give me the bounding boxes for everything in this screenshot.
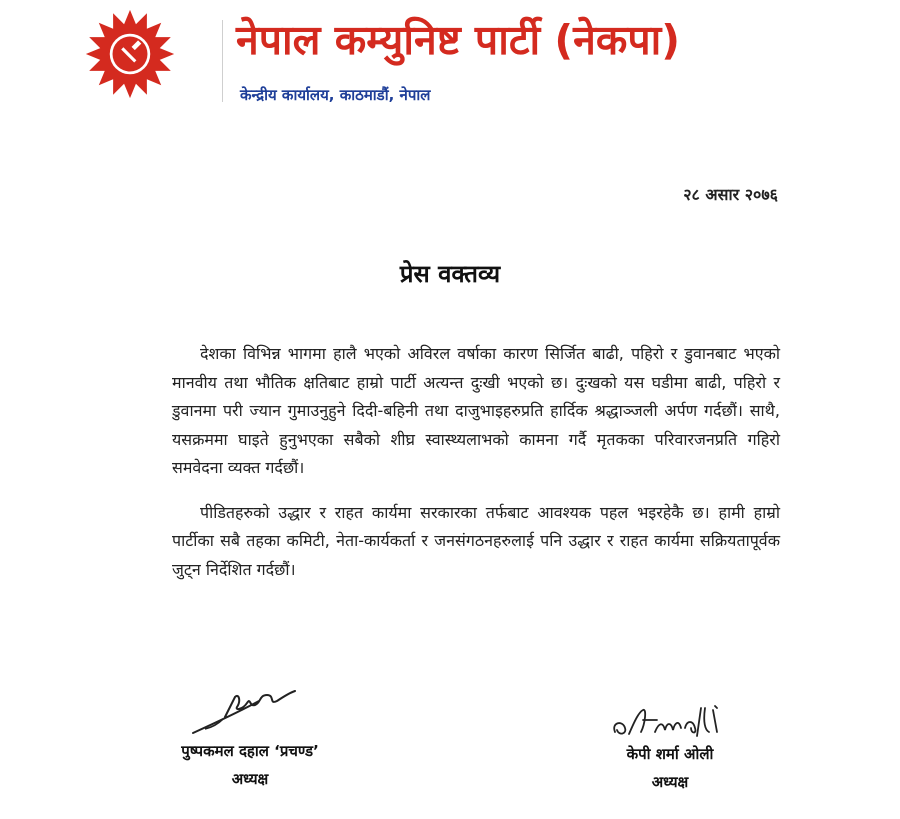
signature-scribble-icon	[605, 702, 735, 742]
signatory-title: अध्यक्ष	[651, 773, 689, 791]
letterhead	[0, 0, 900, 120]
hammer-sickle-star-emblem-icon	[84, 8, 176, 100]
signatory-title: अध्यक्ष	[231, 770, 269, 788]
signature-block-left	[150, 683, 350, 789]
signatory-name: पुष्पकमल दहाल ‘प्रचण्ड’	[181, 742, 319, 760]
document-date: २८ असार २०७६	[683, 185, 778, 204]
office-address: केन्द्रीय कार्यालय, काठमाडौं, नेपाल	[240, 86, 431, 104]
statement-body	[172, 340, 780, 600]
letterhead-divider	[222, 20, 223, 102]
signature-scribble-icon	[185, 683, 315, 739]
paragraph-1: देशका विभिन्न भागमा हालै भएको अविरल वर्षाका कारण सिर्जित बाढी, पहिरो र डुवानबाट भएको मानवीय तथा भौतिक क्षतिबाट हाम्रो पार्टी अत्यन्त दुःखी भएको छ। दुःखको यस घडीमा बाढी, पहिरो र डुवानमा परी ज्यान गुमाउनुहुने दिदी-बहिनी तथा दाजुभाइहरुप्रति हार्दिक श्रद्धाञ्जली अर्पण गर्दछौं। साथै, यसक्रममा घाइते हुनुभएका सबैको शीघ्र स्वास्थ्यलाभको कामना गर्दै मृतकका परिवारजनप्रति गहिरो समवेदना व्यक्त गर्दछौं।	[172, 344, 780, 477]
signatory-name: केपी शर्मा ओली	[626, 745, 714, 763]
paragraph-2: पीडितहरुको उद्धार र राहत कार्यमा सरकारका तर्फबाट आवश्यक पहल भइरहेकै छ। हामी हाम्रो पार्टीका सबै तहका कमिटी, नेता-कार्यकर्ता र जनसंगठनहरुलाई पनि उद्धार र राहत कार्यमा सक्रियतापूर्वक जुट्न निर्देशित गर्दछौं।	[172, 502, 780, 579]
document-title: प्रेस वक्तव्य	[399, 260, 501, 288]
party-name: नेपाल कम्युनिष्ट पार्टी (नेकपा)	[236, 16, 681, 64]
signature-block-right	[590, 702, 750, 792]
